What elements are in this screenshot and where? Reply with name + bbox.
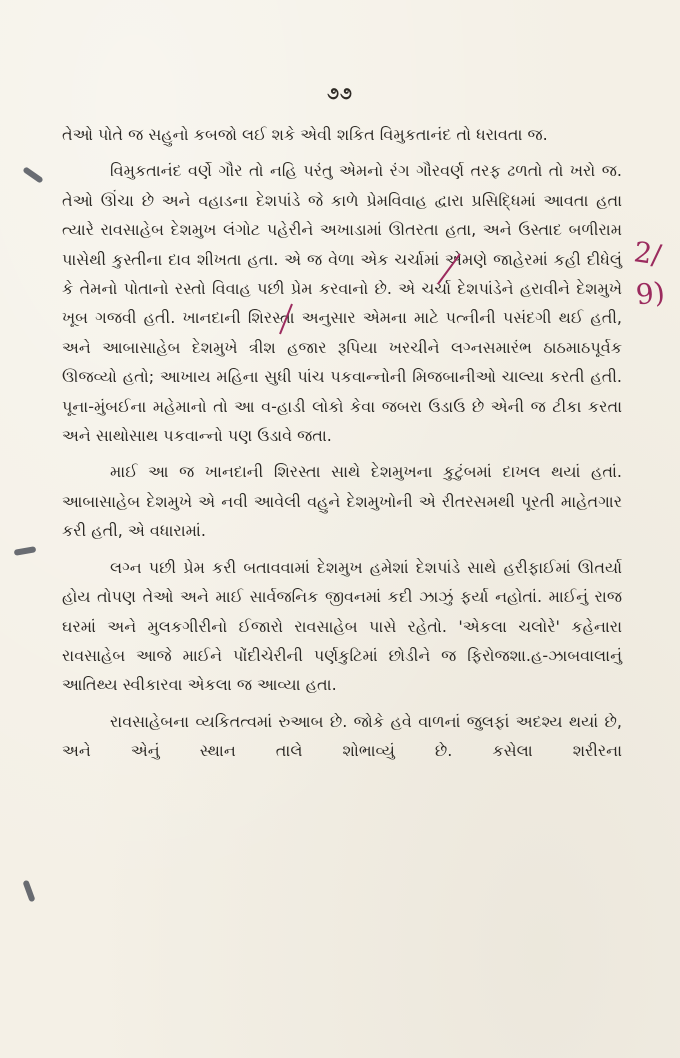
paragraph-4: લગ્ન પછી પ્રેમ કરી બતાવવામાં દેશમુખ હમેશાં દેશપાંડે સાથે હરીફાઈમાં ઊતર્યા હોય તોપણ તેઓ અને માઈ સાર્વજનિક જીવનમાં કદી ઝાઝું ફર્યા નહોતાં. માઈનું રાજ ઘરમાં અને મુલકગીરીનો ઈજારો રાવસાહેબ પાસે રહેતો. 'એકલા ચલોરે' કહેનારા રાવસાહેબ આજે માઈને પોંદીચેરીની પર્ણકુટિમાં છોડીને જ ફિરોજશા.હ-ઝાબવાલાનું આતિથ્ય સ્વીકારવા એકલા જ આવ્યા હતા. — [62, 557, 622, 695]
handwritten-strikethrough — [264, 300, 304, 340]
margin-annotation-top: 2/ — [631, 235, 664, 272]
body-text — [62, 120, 622, 773]
margin-tick-mark — [22, 880, 35, 903]
paragraph-5: રાવસાહેબના વ્યકિતત્વમાં રુઆબ છે. જોકે હવે વાળનાં જુલફાં અદશ્ય થયાં છે, અને એનું સ્થાન તાલે શોભાવ્યું છે. કસેલા શરીરના — [62, 711, 622, 761]
margin-tick-mark — [14, 546, 37, 556]
margin-annotation-bottom: 9) — [634, 275, 667, 312]
paragraph-3: માઈ આ જ ખાનદાની શિરસ્તા સાથે દેશમુખના કુટુંબમાં દાખલ થયાં હતાં. આબાસાહેબ દેશમુખે એ નવી આવેલી વહુને દેશમુખોની એ રીતરસમથી પૂરતી માહેતગાર કરી હતી, એ વધારામાં. — [62, 462, 622, 541]
handwritten-strikethrough — [428, 250, 468, 290]
paragraph-1: તેઓ પોતે જ સહુનો કબજો લઈ શકે એવી શકિત વિમુકતાનંદ તો ધરાવતા જ. — [62, 125, 548, 144]
margin-tick-mark — [22, 166, 43, 184]
paragraph-2: વિમુકતાનંદ વર્ણે ગૌર તો નહિ પરંતુ એમનો રંગ ગૌરવર્ણ તરફ ઢળતો તો ખરો જ. તેઓ ઊંચા છે અને વહાડના દેશપાંડે જે કાળે પ્રેમવિવાહ દ્વારા પ્રસિદ્ધિમાં આવતા હતા ત્યારે રાવસાહેબ દેશમુખ લંગોટ પહેરીને અખાડામાં ઊતરતા હતા, અને ઉસ્તાદ બળીરામ પાસેથી કુસ્તીના દાવ શીખતા હતા. એ જ વેળા એક ચર્ચામાં એમણે જાહેરમાં કહી દીધેલું કે તેમનો પોતાનો રસ્તો વિવાહ પછી પ્રેમ કરવાનો છે. એ ચર્ચા દેશપાંડેને હરાવીને દેશમુખે ખૂબ ગજવી હતી. ખાનદાની શિરસ્તા અનુસાર એમના માટે પત્નીની પસંદગી થઈ હતી, અને આબાસાહેબ દેશમુખે ત્રીશ હજાર રૂપિયા ખરચીને લગ્નસમારંભ ઠાઠમાઠપૂર્વક ઊજવ્યો હતો; આખાય મહિના સુધી પાંચ પકવાન્નોની મિજબાનીઓ ચાલ્યા કરતી હતી. પૂના-મુંબઈના મહેમાનો તો આ વ-હાડી લોકો કેવા જબરા ઉડાઉ છે એની જ ટીકા કરતા અને સાથોસાથ પકવાન્નો પણ ઉડાવે જતા. — [62, 161, 622, 446]
page-number: ૭૭ — [327, 84, 353, 104]
